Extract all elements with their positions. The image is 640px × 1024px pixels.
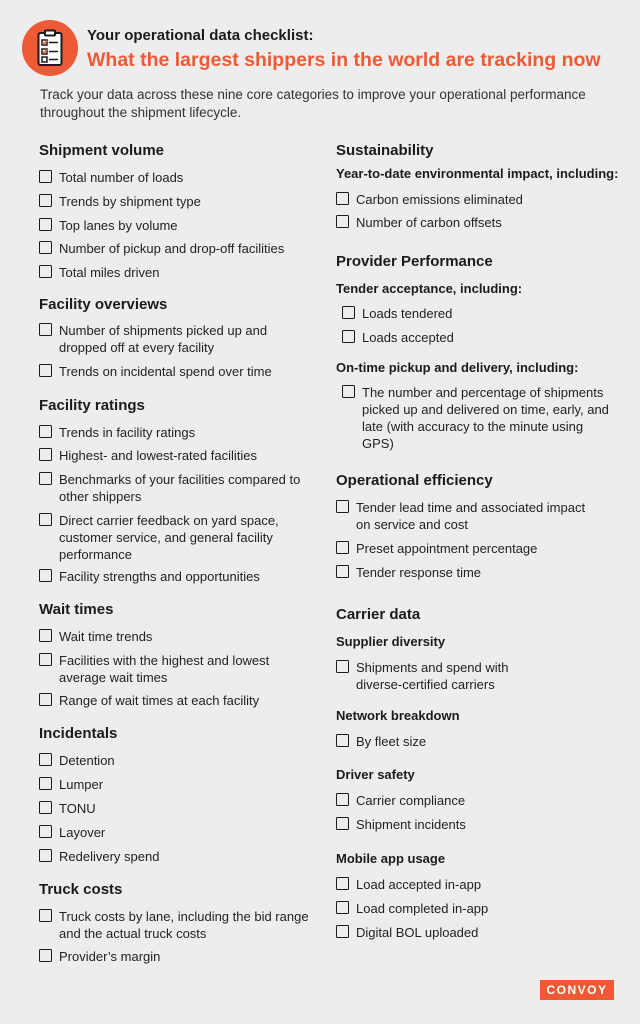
clipboard-checklist-icon: [22, 20, 78, 76]
subsection-title: Year-to-date environmental impact, including:: [336, 166, 619, 181]
checkbox[interactable]: [39, 801, 52, 814]
checkbox[interactable]: [342, 306, 355, 319]
subsection-title: Mobile app usage: [336, 851, 446, 866]
checkbox[interactable]: [336, 901, 349, 914]
section-title-facility-ratings: Facility ratings: [39, 397, 145, 414]
checkbox[interactable]: [342, 330, 355, 343]
checkbox[interactable]: [336, 925, 349, 938]
checkbox[interactable]: [39, 629, 52, 642]
checkbox[interactable]: [39, 949, 52, 962]
checkbox[interactable]: [336, 660, 349, 673]
checkbox[interactable]: [39, 448, 52, 461]
checkbox[interactable]: [39, 777, 52, 790]
checkbox[interactable]: [336, 565, 349, 578]
subsection-title: Network breakdown: [336, 708, 460, 723]
section-title-shipment-volume: Shipment volume: [39, 142, 165, 159]
checkbox[interactable]: [39, 653, 52, 666]
checkbox[interactable]: [39, 241, 52, 254]
section-title-carrier-data: Carrier data: [336, 606, 421, 623]
subsection-title: On-time pickup and delivery, including:: [336, 360, 579, 375]
page-subtitle: What the largest shippers in the world are tracking now: [87, 49, 601, 71]
checkbox[interactable]: [336, 192, 349, 205]
checkbox[interactable]: [336, 817, 349, 830]
brand-logo: CONVOY: [540, 980, 614, 1000]
checkbox[interactable]: [39, 170, 52, 183]
section-title-incidentals: Incidentals: [39, 725, 118, 742]
checkbox[interactable]: [39, 909, 52, 922]
checkbox[interactable]: [336, 734, 349, 747]
checkbox[interactable]: [39, 194, 52, 207]
checkbox[interactable]: [39, 472, 52, 485]
checkbox[interactable]: [39, 513, 52, 526]
intro-text: Track your data across these nine core categories to improve your operational performance throughout the shipment lifecycle.: [40, 87, 586, 120]
section-title-facility-overviews: Facility overviews: [39, 296, 168, 313]
checkbox[interactable]: [39, 265, 52, 278]
subsection-title: Driver safety: [336, 767, 415, 782]
checkbox[interactable]: [39, 569, 52, 582]
checkbox[interactable]: [39, 753, 52, 766]
checkbox[interactable]: [39, 693, 52, 706]
section-title-wait-times: Wait times: [39, 601, 114, 618]
checkbox[interactable]: [39, 825, 52, 838]
subsection-title: Supplier diversity: [336, 634, 446, 649]
checkbox[interactable]: [336, 215, 349, 228]
section-title-truck-costs: Truck costs: [39, 881, 123, 898]
checkbox[interactable]: [336, 793, 349, 806]
section-title-sustainability: Sustainability: [336, 142, 434, 159]
subsection-title: Tender acceptance, including:: [336, 281, 523, 296]
checkbox[interactable]: [39, 364, 52, 377]
page-title: Your operational data checklist:: [87, 27, 314, 44]
checkbox[interactable]: [39, 849, 52, 862]
checkbox[interactable]: [336, 877, 349, 890]
section-title-operational-efficiency: Operational efficiency: [336, 472, 493, 489]
section-title-provider-performance: Provider Performance: [336, 253, 493, 270]
checkbox[interactable]: [342, 385, 355, 398]
checkbox[interactable]: [39, 218, 52, 231]
checkbox[interactable]: [39, 323, 52, 336]
checkbox[interactable]: [39, 425, 52, 438]
checkbox[interactable]: [336, 541, 349, 554]
checkbox[interactable]: [336, 500, 349, 513]
